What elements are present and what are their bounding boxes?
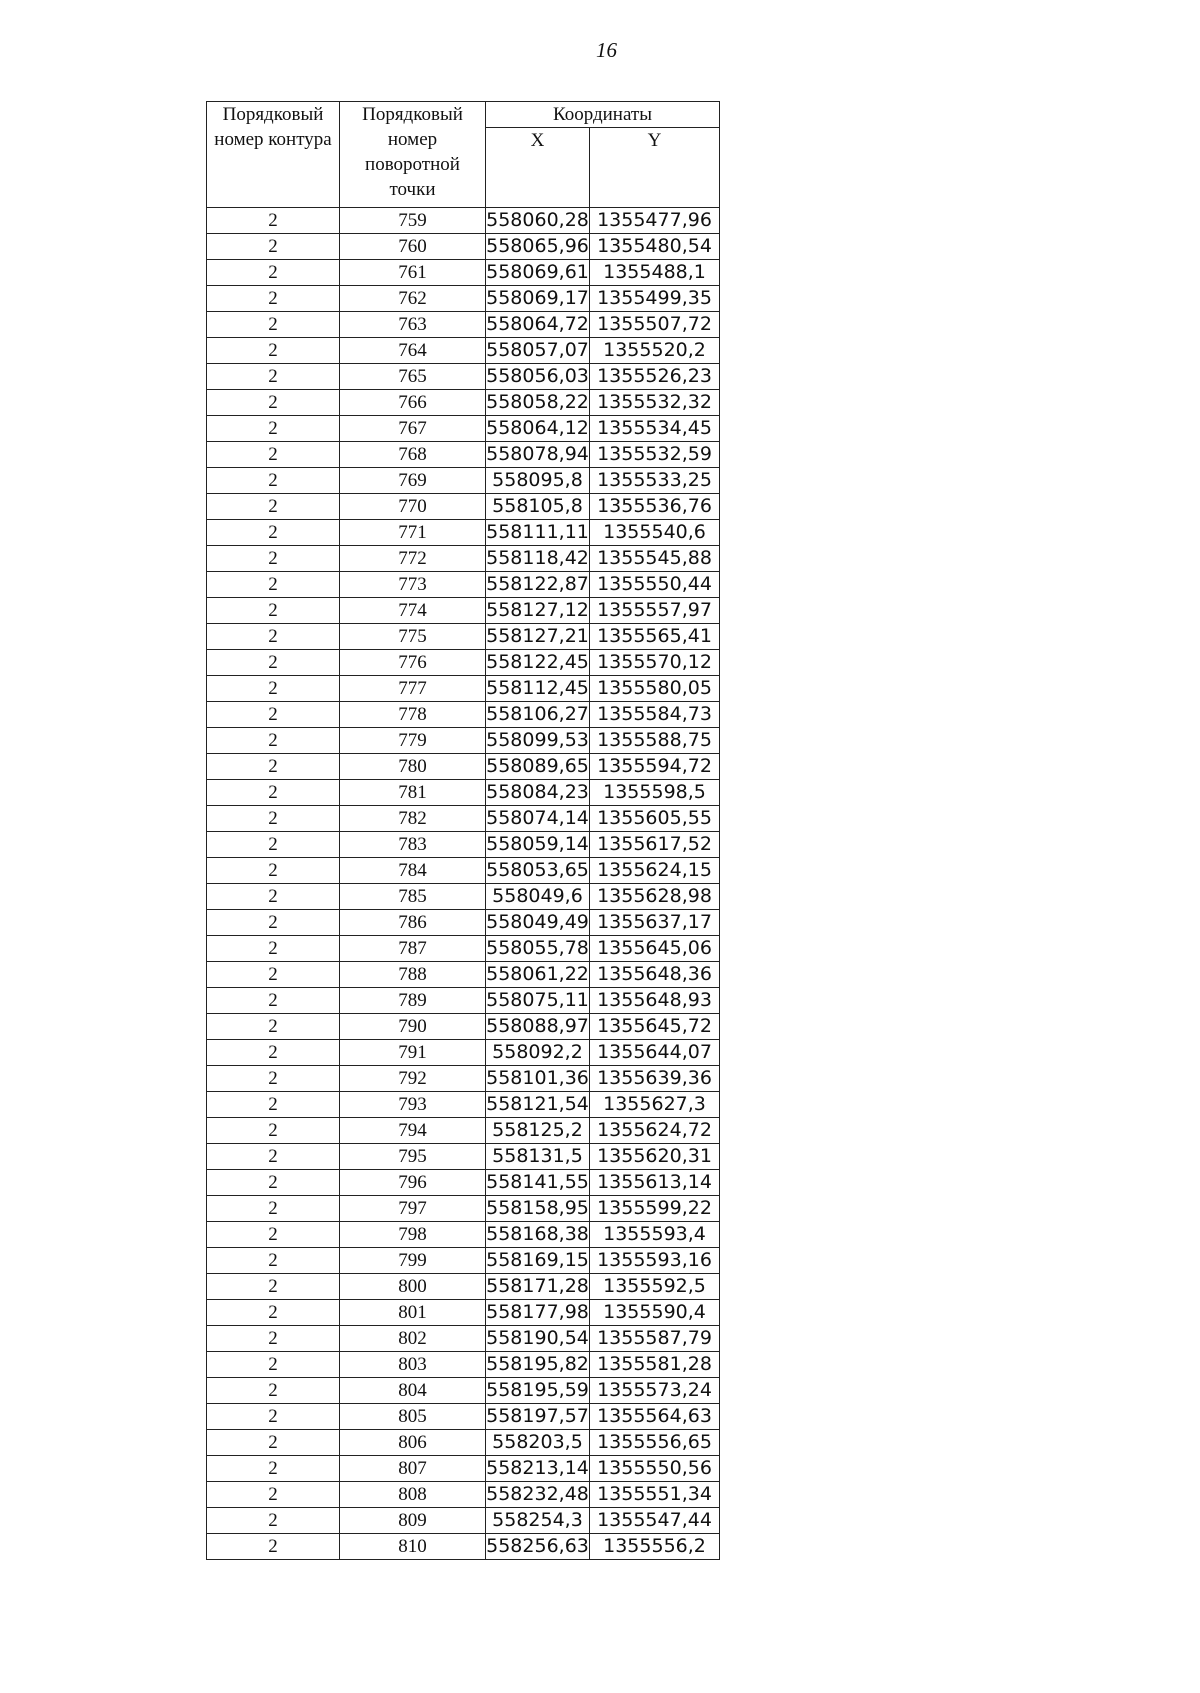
y-coordinate-cell: 1355551,34	[590, 1482, 720, 1508]
table-row	[207, 1352, 720, 1378]
point-number-cell: 781	[340, 780, 486, 806]
y-coordinate-cell: 1355644,07	[590, 1040, 720, 1066]
table-row	[207, 1508, 720, 1534]
contour-number-cell: 2	[207, 650, 340, 676]
point-number-cell: 808	[340, 1482, 486, 1508]
point-number-cell: 765	[340, 364, 486, 390]
table-row	[207, 936, 720, 962]
y-coordinate-cell: 1355624,15	[590, 858, 720, 884]
contour-number-cell: 2	[207, 702, 340, 728]
table-row	[207, 1014, 720, 1040]
table-row	[207, 1170, 720, 1196]
point-number-cell: 780	[340, 754, 486, 780]
contour-number-cell: 2	[207, 1326, 340, 1352]
table-row	[207, 624, 720, 650]
x-coordinate-cell: 558118,42	[486, 546, 590, 572]
point-number-cell: 807	[340, 1456, 486, 1482]
contour-number-cell: 2	[207, 832, 340, 858]
table-row	[207, 1300, 720, 1326]
y-coordinate-cell: 1355584,73	[590, 702, 720, 728]
x-coordinate-cell: 558169,15	[486, 1248, 590, 1274]
contour-number-cell: 2	[207, 208, 340, 234]
table-row	[207, 312, 720, 338]
x-coordinate-cell: 558195,59	[486, 1378, 590, 1404]
contour-number-cell: 2	[207, 676, 340, 702]
y-coordinate-cell: 1355507,72	[590, 312, 720, 338]
y-coordinate-cell: 1355573,24	[590, 1378, 720, 1404]
contour-number-cell: 2	[207, 1430, 340, 1456]
y-coordinate-cell: 1355520,2	[590, 338, 720, 364]
point-number-cell: 789	[340, 988, 486, 1014]
point-number-cell: 770	[340, 494, 486, 520]
y-coordinate-cell: 1355557,97	[590, 598, 720, 624]
x-coordinate-cell: 558168,38	[486, 1222, 590, 1248]
y-coordinate-cell: 1355532,32	[590, 390, 720, 416]
x-coordinate-cell: 558069,61	[486, 260, 590, 286]
contour-number-cell: 2	[207, 1482, 340, 1508]
y-coordinate-cell: 1355627,3	[590, 1092, 720, 1118]
y-coordinate-cell: 1355592,5	[590, 1274, 720, 1300]
x-coordinate-cell: 558112,45	[486, 676, 590, 702]
y-coordinate-cell: 1355617,52	[590, 832, 720, 858]
table-row	[207, 1222, 720, 1248]
y-coordinate-cell: 1355605,55	[590, 806, 720, 832]
table-row	[207, 1040, 720, 1066]
contour-number-cell: 2	[207, 1040, 340, 1066]
contour-number-cell: 2	[207, 1352, 340, 1378]
table-row	[207, 1456, 720, 1482]
contour-number-cell: 2	[207, 1508, 340, 1534]
table-row	[207, 1404, 720, 1430]
point-number-cell: 775	[340, 624, 486, 650]
contour-number-cell: 2	[207, 1456, 340, 1482]
contour-number-cell: 2	[207, 442, 340, 468]
point-number-cell: 763	[340, 312, 486, 338]
point-number-cell: 802	[340, 1326, 486, 1352]
x-coordinate-cell: 558056,03	[486, 364, 590, 390]
contour-number-cell: 2	[207, 1300, 340, 1326]
y-coordinate-cell: 1355645,06	[590, 936, 720, 962]
y-coordinate-cell: 1355613,14	[590, 1170, 720, 1196]
y-coordinate-cell: 1355534,45	[590, 416, 720, 442]
table-row	[207, 416, 720, 442]
point-number-cell: 799	[340, 1248, 486, 1274]
y-coordinate-cell: 1355639,36	[590, 1066, 720, 1092]
x-coordinate-cell: 558197,57	[486, 1404, 590, 1430]
x-coordinate-cell: 558049,6	[486, 884, 590, 910]
point-number-cell: 794	[340, 1118, 486, 1144]
x-coordinate-cell: 558232,48	[486, 1482, 590, 1508]
x-coordinate-cell: 558055,78	[486, 936, 590, 962]
table-row	[207, 546, 720, 572]
y-coordinate-cell: 1355532,59	[590, 442, 720, 468]
y-coordinate-cell: 1355628,98	[590, 884, 720, 910]
point-number-cell: 772	[340, 546, 486, 572]
table-row	[207, 832, 720, 858]
contour-number-cell: 2	[207, 858, 340, 884]
y-coordinate-cell: 1355533,25	[590, 468, 720, 494]
point-number-cell: 788	[340, 962, 486, 988]
y-coordinate-cell: 1355556,2	[590, 1534, 720, 1560]
table-row	[207, 780, 720, 806]
x-coordinate-cell: 558171,28	[486, 1274, 590, 1300]
x-coordinate-cell: 558158,95	[486, 1196, 590, 1222]
y-coordinate-cell: 1355598,5	[590, 780, 720, 806]
point-number-cell: 797	[340, 1196, 486, 1222]
table-row	[207, 1534, 720, 1560]
contour-number-cell: 2	[207, 598, 340, 624]
contour-number-cell: 2	[207, 234, 340, 260]
point-number-cell: 798	[340, 1222, 486, 1248]
contour-number-cell: 2	[207, 1144, 340, 1170]
point-number-cell: 767	[340, 416, 486, 442]
point-number-cell: 801	[340, 1300, 486, 1326]
x-coordinate-cell: 558053,65	[486, 858, 590, 884]
y-coordinate-cell: 1355594,72	[590, 754, 720, 780]
contour-number-cell: 2	[207, 286, 340, 312]
table-row	[207, 598, 720, 624]
point-number-cell: 791	[340, 1040, 486, 1066]
table-row	[207, 728, 720, 754]
y-coordinate-cell: 1355624,72	[590, 1118, 720, 1144]
contour-number-cell: 2	[207, 728, 340, 754]
x-coordinate-cell: 558058,22	[486, 390, 590, 416]
y-coordinate-cell: 1355648,36	[590, 962, 720, 988]
contour-number-cell: 2	[207, 910, 340, 936]
y-coordinate-cell: 1355570,12	[590, 650, 720, 676]
point-number-cell: 762	[340, 286, 486, 312]
x-coordinate-cell: 558195,82	[486, 1352, 590, 1378]
table-row	[207, 650, 720, 676]
y-coordinate-cell: 1355556,65	[590, 1430, 720, 1456]
x-coordinate-cell: 558069,17	[486, 286, 590, 312]
table-row	[207, 442, 720, 468]
y-coordinate-cell: 1355648,93	[590, 988, 720, 1014]
point-number-cell: 759	[340, 208, 486, 234]
table-row	[207, 858, 720, 884]
contour-number-cell: 2	[207, 624, 340, 650]
x-coordinate-cell: 558064,12	[486, 416, 590, 442]
point-number-cell: 761	[340, 260, 486, 286]
x-coordinate-cell: 558190,54	[486, 1326, 590, 1352]
x-coordinate-cell: 558060,28	[486, 208, 590, 234]
point-number-cell: 773	[340, 572, 486, 598]
table-row	[207, 1274, 720, 1300]
table-row	[207, 910, 720, 936]
y-coordinate-cell: 1355499,35	[590, 286, 720, 312]
contour-number-cell: 2	[207, 1378, 340, 1404]
table-row	[207, 676, 720, 702]
header-point-number: Порядковый номер поворотной точки	[340, 102, 486, 208]
table-row	[207, 1066, 720, 1092]
y-coordinate-cell: 1355480,54	[590, 234, 720, 260]
contour-number-cell: 2	[207, 1066, 340, 1092]
y-coordinate-cell: 1355590,4	[590, 1300, 720, 1326]
table-row	[207, 1248, 720, 1274]
y-coordinate-cell: 1355620,31	[590, 1144, 720, 1170]
point-number-cell: 809	[340, 1508, 486, 1534]
table-row	[207, 260, 720, 286]
contour-number-cell: 2	[207, 338, 340, 364]
table-row	[207, 572, 720, 598]
x-coordinate-cell: 558213,14	[486, 1456, 590, 1482]
point-number-cell: 784	[340, 858, 486, 884]
x-coordinate-cell: 558084,23	[486, 780, 590, 806]
point-number-cell: 786	[340, 910, 486, 936]
contour-number-cell: 2	[207, 1014, 340, 1040]
x-coordinate-cell: 558089,65	[486, 754, 590, 780]
coordinates-table	[206, 101, 720, 1560]
x-coordinate-cell: 558088,97	[486, 1014, 590, 1040]
point-number-cell: 804	[340, 1378, 486, 1404]
x-coordinate-cell: 558105,8	[486, 494, 590, 520]
x-coordinate-cell: 558111,11	[486, 520, 590, 546]
point-number-cell: 803	[340, 1352, 486, 1378]
contour-number-cell: 2	[207, 520, 340, 546]
point-number-cell: 769	[340, 468, 486, 494]
contour-number-cell: 2	[207, 936, 340, 962]
contour-number-cell: 2	[207, 1092, 340, 1118]
contour-number-cell: 2	[207, 1196, 340, 1222]
contour-number-cell: 2	[207, 1534, 340, 1560]
table-row	[207, 468, 720, 494]
table-row	[207, 1144, 720, 1170]
y-coordinate-cell: 1355581,28	[590, 1352, 720, 1378]
point-number-cell: 776	[340, 650, 486, 676]
table-row	[207, 962, 720, 988]
point-number-cell: 774	[340, 598, 486, 624]
y-coordinate-cell: 1355565,41	[590, 624, 720, 650]
x-coordinate-cell: 558121,54	[486, 1092, 590, 1118]
point-number-cell: 805	[340, 1404, 486, 1430]
y-coordinate-cell: 1355637,17	[590, 910, 720, 936]
contour-number-cell: 2	[207, 260, 340, 286]
x-coordinate-cell: 558092,2	[486, 1040, 590, 1066]
y-coordinate-cell: 1355550,44	[590, 572, 720, 598]
point-number-cell: 793	[340, 1092, 486, 1118]
x-coordinate-cell: 558203,5	[486, 1430, 590, 1456]
table-header	[207, 102, 720, 208]
x-coordinate-cell: 558177,98	[486, 1300, 590, 1326]
table-body	[207, 208, 720, 1560]
contour-number-cell: 2	[207, 754, 340, 780]
contour-number-cell: 2	[207, 1222, 340, 1248]
y-coordinate-cell: 1355599,22	[590, 1196, 720, 1222]
y-coordinate-cell: 1355540,6	[590, 520, 720, 546]
table-row	[207, 754, 720, 780]
y-coordinate-cell: 1355488,1	[590, 260, 720, 286]
table-row	[207, 1196, 720, 1222]
y-coordinate-cell: 1355593,4	[590, 1222, 720, 1248]
table-row	[207, 338, 720, 364]
x-coordinate-cell: 558065,96	[486, 234, 590, 260]
point-number-cell: 796	[340, 1170, 486, 1196]
contour-number-cell: 2	[207, 1274, 340, 1300]
x-coordinate-cell: 558078,94	[486, 442, 590, 468]
table-row	[207, 520, 720, 546]
table-row	[207, 1430, 720, 1456]
x-coordinate-cell: 558106,27	[486, 702, 590, 728]
point-number-cell: 800	[340, 1274, 486, 1300]
header-coordinates: Координаты	[486, 102, 720, 128]
y-coordinate-cell: 1355587,79	[590, 1326, 720, 1352]
table-row	[207, 988, 720, 1014]
x-coordinate-cell: 558254,3	[486, 1508, 590, 1534]
point-number-cell: 760	[340, 234, 486, 260]
x-coordinate-cell: 558122,45	[486, 650, 590, 676]
contour-number-cell: 2	[207, 572, 340, 598]
point-number-cell: 787	[340, 936, 486, 962]
point-number-cell: 810	[340, 1534, 486, 1560]
point-number-cell: 783	[340, 832, 486, 858]
x-coordinate-cell: 558074,14	[486, 806, 590, 832]
y-coordinate-cell: 1355526,23	[590, 364, 720, 390]
table-row	[207, 364, 720, 390]
point-number-cell: 792	[340, 1066, 486, 1092]
contour-number-cell: 2	[207, 416, 340, 442]
contour-number-cell: 2	[207, 364, 340, 390]
x-coordinate-cell: 558122,87	[486, 572, 590, 598]
x-coordinate-cell: 558141,55	[486, 1170, 590, 1196]
contour-number-cell: 2	[207, 468, 340, 494]
y-coordinate-cell: 1355645,72	[590, 1014, 720, 1040]
y-coordinate-cell: 1355545,88	[590, 546, 720, 572]
contour-number-cell: 2	[207, 1248, 340, 1274]
x-coordinate-cell: 558131,5	[486, 1144, 590, 1170]
table-row	[207, 702, 720, 728]
y-coordinate-cell: 1355547,44	[590, 1508, 720, 1534]
x-coordinate-cell: 558127,12	[486, 598, 590, 624]
table-row	[207, 390, 720, 416]
x-coordinate-cell: 558099,53	[486, 728, 590, 754]
x-coordinate-cell: 558075,11	[486, 988, 590, 1014]
x-coordinate-cell: 558059,14	[486, 832, 590, 858]
contour-number-cell: 2	[207, 806, 340, 832]
point-number-cell: 778	[340, 702, 486, 728]
y-coordinate-cell: 1355550,56	[590, 1456, 720, 1482]
contour-number-cell: 2	[207, 884, 340, 910]
y-coordinate-cell: 1355588,75	[590, 728, 720, 754]
x-coordinate-cell: 558064,72	[486, 312, 590, 338]
table-row	[207, 1378, 720, 1404]
header-y: Y	[590, 128, 720, 208]
table-row	[207, 884, 720, 910]
y-coordinate-cell: 1355477,96	[590, 208, 720, 234]
header-contour-number: Порядковый номер контура	[207, 102, 340, 208]
table-row	[207, 1118, 720, 1144]
point-number-cell: 768	[340, 442, 486, 468]
point-number-cell: 777	[340, 676, 486, 702]
point-number-cell: 790	[340, 1014, 486, 1040]
x-coordinate-cell: 558125,2	[486, 1118, 590, 1144]
x-coordinate-cell: 558256,63	[486, 1534, 590, 1560]
y-coordinate-cell: 1355536,76	[590, 494, 720, 520]
point-number-cell: 782	[340, 806, 486, 832]
header-x: X	[486, 128, 590, 208]
contour-number-cell: 2	[207, 780, 340, 806]
table-row	[207, 286, 720, 312]
point-number-cell: 766	[340, 390, 486, 416]
contour-number-cell: 2	[207, 1170, 340, 1196]
table-row	[207, 208, 720, 234]
x-coordinate-cell: 558127,21	[486, 624, 590, 650]
x-coordinate-cell: 558095,8	[486, 468, 590, 494]
x-coordinate-cell: 558049,49	[486, 910, 590, 936]
contour-number-cell: 2	[207, 494, 340, 520]
x-coordinate-cell: 558057,07	[486, 338, 590, 364]
table-row	[207, 1092, 720, 1118]
point-number-cell: 779	[340, 728, 486, 754]
contour-number-cell: 2	[207, 546, 340, 572]
table-row	[207, 1326, 720, 1352]
contour-number-cell: 2	[207, 1118, 340, 1144]
contour-number-cell: 2	[207, 962, 340, 988]
point-number-cell: 795	[340, 1144, 486, 1170]
x-coordinate-cell: 558101,36	[486, 1066, 590, 1092]
x-coordinate-cell: 558061,22	[486, 962, 590, 988]
point-number-cell: 785	[340, 884, 486, 910]
y-coordinate-cell: 1355564,63	[590, 1404, 720, 1430]
table-row	[207, 806, 720, 832]
point-number-cell: 771	[340, 520, 486, 546]
point-number-cell: 764	[340, 338, 486, 364]
contour-number-cell: 2	[207, 390, 340, 416]
contour-number-cell: 2	[207, 988, 340, 1014]
y-coordinate-cell: 1355580,05	[590, 676, 720, 702]
contour-number-cell: 2	[207, 1404, 340, 1430]
contour-number-cell: 2	[207, 312, 340, 338]
y-coordinate-cell: 1355593,16	[590, 1248, 720, 1274]
page-number: 16	[596, 38, 617, 62]
point-number-cell: 806	[340, 1430, 486, 1456]
table-row	[207, 1482, 720, 1508]
table-row	[207, 494, 720, 520]
table-row	[207, 234, 720, 260]
